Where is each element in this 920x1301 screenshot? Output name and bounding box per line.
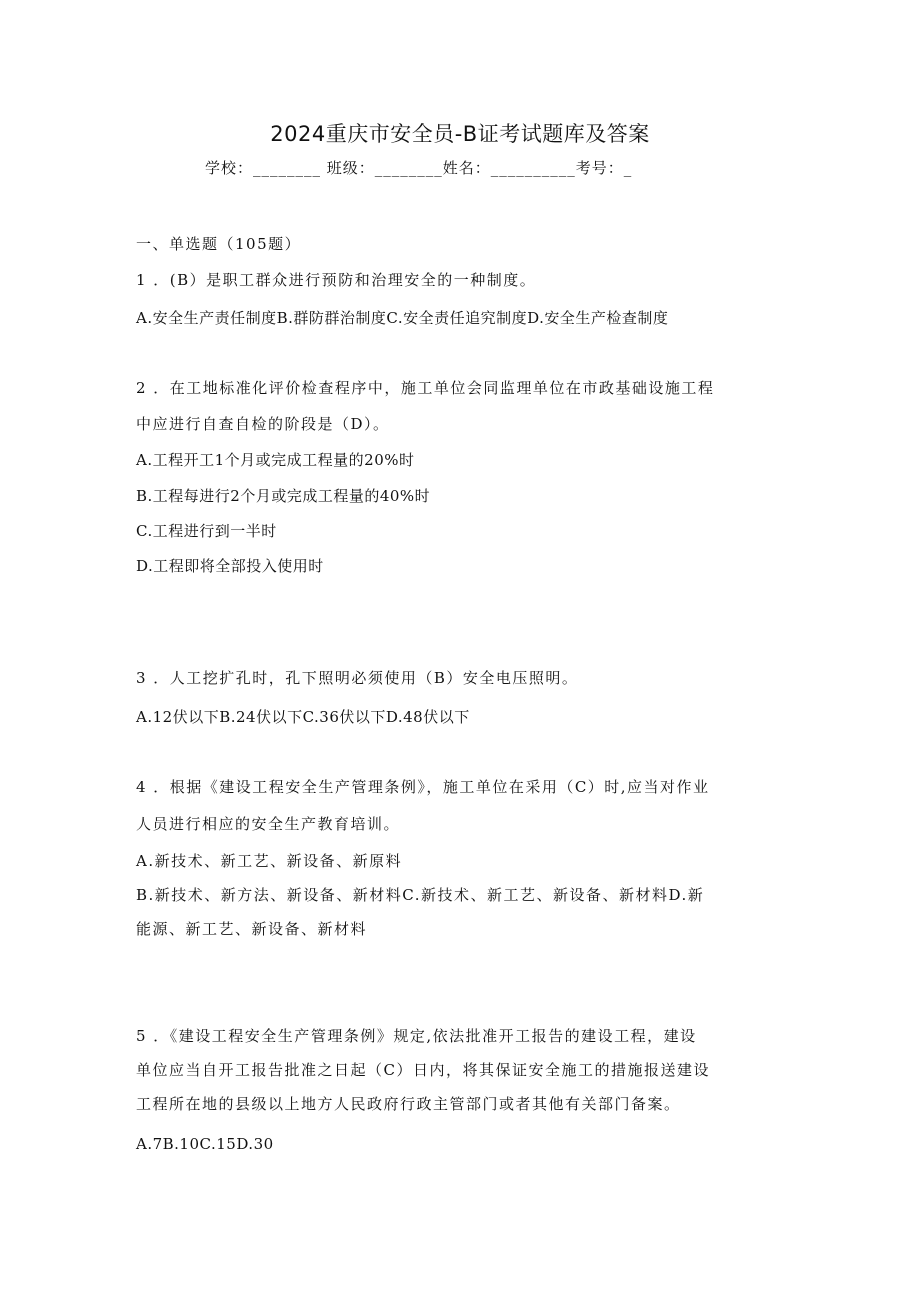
question-2-stem-line-2: 中应进行自查自检的阶段是（D）。 xyxy=(136,415,390,433)
question-2-option-c: C.工程进行到一半时 xyxy=(136,522,277,540)
question-5-stem-line-2: 单位应当自开工报告批准之日起（C）日内，将其保证安全施工的措施报送建设 xyxy=(136,1061,710,1079)
question-4-options-line-2: B.新技术、新方法、新设备、新材料C.新技术、新工艺、新设备、新材料D.新 xyxy=(136,886,705,904)
question-2-option-d: D.工程即将全部投入使用时 xyxy=(136,557,324,575)
question-2-option-b: B.工程每进行2个月或完成工程量的40%时 xyxy=(136,487,431,505)
question-5-stem-line-1: 5 ．《建设工程安全生产管理条例》规定,依法批准开工报告的建设工程，建设 xyxy=(136,1027,697,1045)
question-4-stem-line-1: 4 ．根据《建设工程安全生产管理条例》，施工单位在采用（C）时,应当对作业 xyxy=(136,778,710,796)
document-title: 2024重庆市安全员-B证考试题库及答案 xyxy=(270,122,650,146)
question-4-stem-line-2: 人员进行相应的安全生产教育培训。 xyxy=(136,815,401,833)
question-3-stem: 3 ．人工挖扩孔时，孔下照明必须使用（B）安全电压照明。 xyxy=(136,669,579,687)
question-3-options: A.12伏以下B.24伏以下C.36伏以下D.48伏以下 xyxy=(136,708,470,726)
question-1-options: A.安全生产责任制度B.群防群治制度C.安全责任追究制度D.安全生产检查制度 xyxy=(136,309,669,327)
question-2-option-a: A.工程开工1个月或完成工程量的20%时 xyxy=(136,451,415,469)
student-info-line: 学校：________ 班级：________姓名：__________考号：_ xyxy=(205,159,633,177)
question-4-option-a: A.新技术、新工艺、新设备、新原料 xyxy=(136,852,403,870)
question-5-options: A.7B.10C.15D.30 xyxy=(136,1135,274,1153)
section-heading: 一、单选题（105题） xyxy=(136,235,302,253)
question-2-stem-line-1: 2 ．在工地标准化评价检查程序中，施工单位会同监理单位在市政基础设施工程 xyxy=(136,379,715,397)
question-5-stem-line-3: 工程所在地的县级以上地方人民政府行政主管部门或者其他有关部门备案。 xyxy=(136,1095,681,1113)
question-4-options-line-3: 能源、新工艺、新设备、新材料 xyxy=(136,920,368,938)
question-1-stem: 1 ．(B）是职工群众进行预防和治理安全的一种制度。 xyxy=(136,271,537,289)
